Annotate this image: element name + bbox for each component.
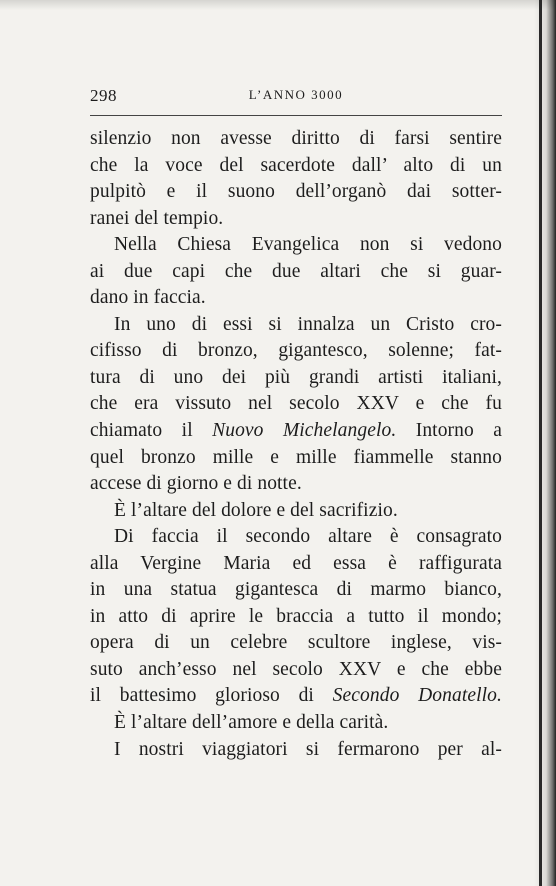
text-line: che era vissuto nel secolo XXV e che fu xyxy=(90,393,502,415)
text-line: silenzio non avesse diritto di farsi sentire xyxy=(90,128,502,149)
text-line: accese di giorno e di notte. xyxy=(90,473,302,495)
text-line: opera di un celebre scultore inglese, vis- xyxy=(90,632,502,654)
text-line: dano in faccia. xyxy=(90,287,206,309)
running-title: L’ANNO 3000 xyxy=(248,87,344,102)
text-line: alla Vergine Maria ed essa è raffigurata xyxy=(90,552,502,574)
text-line: in una statua gigantesca di marmo bianco, xyxy=(90,579,502,601)
body-text xyxy=(90,126,502,763)
text-line: suto anch’esso nel secolo XXV e che ebbe xyxy=(90,658,502,680)
text-line: che la voce del sacerdote dall’ alto di un xyxy=(90,154,502,176)
text-line: ranei del tempio. xyxy=(90,207,224,229)
text-line: È l’altare del dolore e del sacrifizio. xyxy=(114,499,398,521)
text-line: È l’altare dell’amore e della carità. xyxy=(114,712,389,734)
running-head xyxy=(90,86,502,110)
page-top-shadow xyxy=(0,0,556,10)
text-line: tura di uno dei più grandi artisti italiani, xyxy=(90,366,502,388)
text-line: cifisso di bronzo, gigantesco, solenne; fat- xyxy=(90,340,502,362)
text-line: ai due capi che due altari che si guar- xyxy=(90,260,502,282)
header-rule xyxy=(90,115,502,116)
text-segment: chiamato il xyxy=(90,420,213,442)
italic-title: Secondo Donatello. xyxy=(332,685,502,707)
text-line: pulpitò e il suono dell’organò dai sotter- xyxy=(90,181,502,203)
text-line xyxy=(90,418,502,445)
text-line: quel bronzo mille e mille fiammelle stanno xyxy=(90,446,502,468)
text-line: Nella Chiesa Evangelica non si vedono xyxy=(114,234,502,256)
text-line: I nostri viaggiatori si fermarono per al- xyxy=(114,738,502,760)
text-line: in atto di aprire le braccia a tutto il mondo; xyxy=(90,605,502,627)
text-line: Di faccia il secondo altare è consagrato xyxy=(114,526,502,548)
page-number: 298 xyxy=(90,86,117,105)
page-right-shadow xyxy=(534,0,556,886)
text-line: In uno di essi si innalza un Cristo cro- xyxy=(114,313,502,335)
text-segment: il battesimo glorioso di xyxy=(90,685,333,707)
italic-title: Nuovo Michelangelo. xyxy=(212,420,397,442)
text-line xyxy=(90,683,502,710)
text-segment: Intorno a xyxy=(396,420,502,442)
